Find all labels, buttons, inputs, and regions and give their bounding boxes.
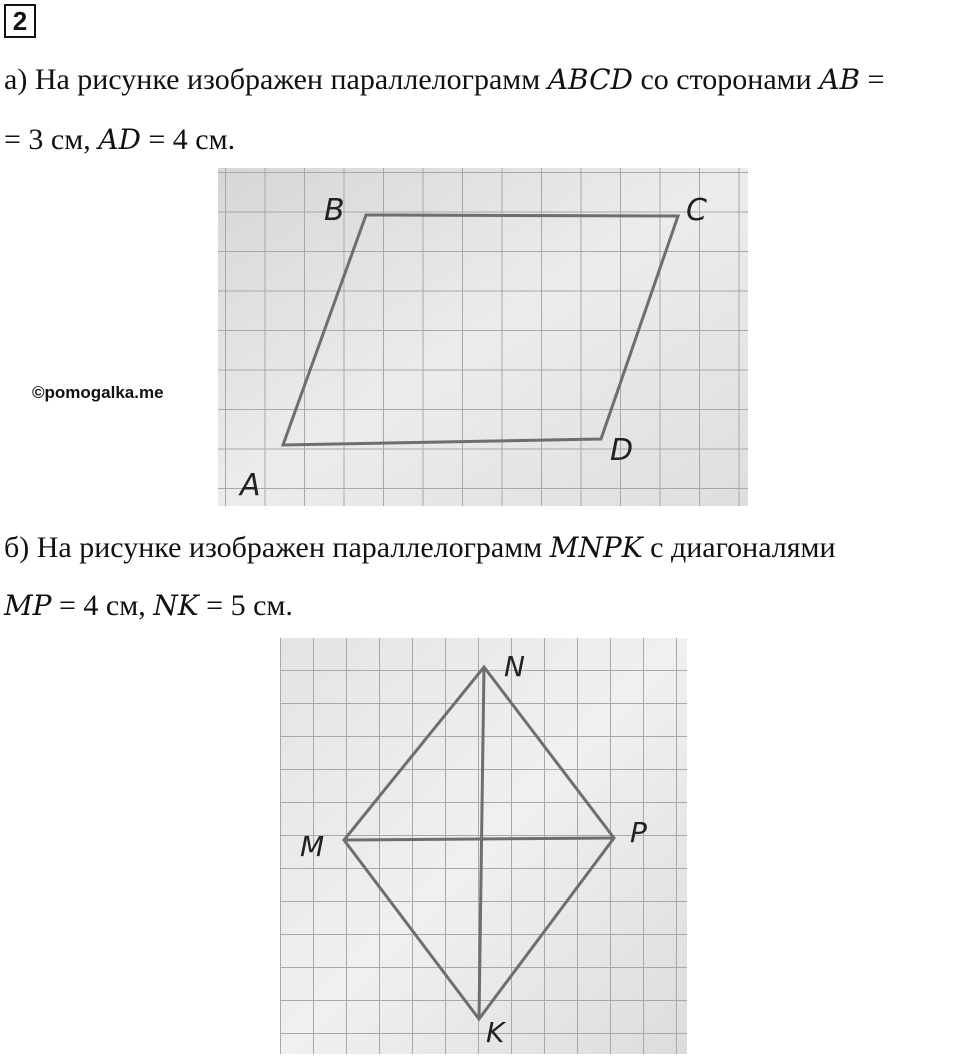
part-a-eq: = [867, 63, 885, 96]
part-b-letter: б) [4, 531, 30, 564]
part-b-text2: с диагоналями [650, 531, 836, 564]
vertex-d-label: D [610, 433, 634, 468]
part-a-side1: AB [819, 63, 861, 96]
diagonal-mp [344, 838, 614, 840]
part-b-diag2-suffix: = 5 см. [206, 589, 293, 622]
part-b-diag2: NK [153, 589, 199, 622]
part-a-letter: а) [4, 63, 28, 96]
vertex-m-label: M [300, 830, 325, 863]
part-a-text2: со сторонами [640, 63, 812, 96]
watermark: ©pomogalka.me [32, 383, 164, 402]
part-a-line2-suffix: = 4 см. [148, 123, 236, 156]
vertex-b-label: B [324, 193, 345, 228]
vertex-a-label: A [240, 468, 261, 503]
part-b-diag1-suffix: = 4 см, [59, 589, 146, 622]
part-a-line2 [4, 122, 235, 158]
part-a-side2: AD [98, 123, 141, 156]
parallelogram-mnpk-figure [280, 638, 687, 1054]
part-b-line2 [4, 588, 293, 624]
task-number: 2 [4, 4, 36, 38]
part-b-line1 [4, 530, 836, 566]
part-b-figure: MNPK [549, 531, 643, 564]
vertex-c-label: C [686, 193, 707, 228]
vertex-k-label: K [486, 1016, 505, 1049]
vertex-p-label: P [630, 816, 647, 849]
part-a-line1 [4, 62, 884, 98]
vertex-n-label: N [504, 650, 525, 683]
part-b-text1: На рисунке изображен параллелограмм [36, 531, 543, 564]
part-a-text1: На рисунке изображен параллелограмм [34, 63, 541, 96]
part-a-figure: ABCD [547, 63, 633, 96]
parallelogram-abcd-figure [218, 168, 748, 506]
part-b-diag1: MP [4, 589, 52, 622]
part-a-line2-prefix: = 3 см, [4, 123, 91, 156]
